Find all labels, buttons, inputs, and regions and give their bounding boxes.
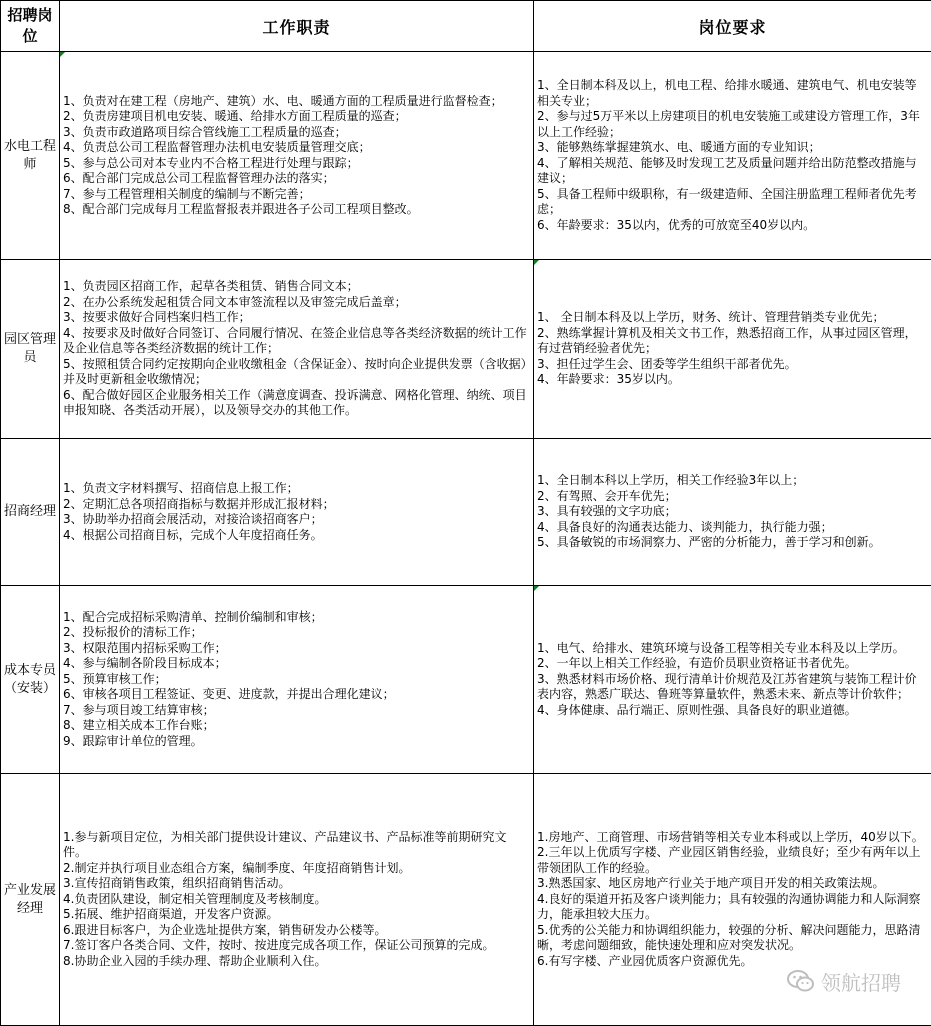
list-item: 3、熟悉材料市场价格、现行清单计价规范及江苏省建筑与装饰工程计价表内容，熟悉广联达、鲁班等算量软件，熟悉未来、新点等计价软件； bbox=[537, 671, 917, 702]
table-row bbox=[1, 439, 931, 586]
requirements-cell bbox=[534, 260, 931, 439]
list-item: 4、负责总公司工程监督管理办法机电安装质量管理交底； bbox=[63, 140, 371, 154]
wechat-icon bbox=[787, 969, 815, 993]
list-item: 6、配合做好园区企业服务相关工作（满意度调查、投诉满意、网格化管理、纳统、项目申报知晓、各类活动开展），以及领导交办的其他工作。 bbox=[63, 387, 527, 418]
list-item: 2.三年以上优质写字楼、产业园区销售经验，业绩良好；至少有两年以上带领团队工作的经验。 bbox=[537, 845, 921, 875]
list-item: 8、配合部门完成每月工程监督报表并跟进各子公司工程项目整改。 bbox=[63, 202, 419, 216]
list-item: 5、按照租赁合同约定按期向企业收缴租金（含保证金）、按时向企业提供发票（含收据）并及时更新租金收缴情况； bbox=[63, 356, 527, 387]
position-cell: 水电工程师 bbox=[1, 52, 60, 260]
list-item: 4、参与编制各阶段目标成本； bbox=[63, 656, 227, 671]
list-item: 3、按要求做好合同档案归档工作； bbox=[63, 310, 251, 325]
list-item: 2、投标报价的清标工作； bbox=[63, 625, 203, 640]
list-item: 6.跟进目标客户，为企业选址提供方案，销售研发办公楼等。 bbox=[63, 922, 387, 937]
list-item: 3、协助举办招商会展活动，对接洽谈招商客户； bbox=[63, 512, 323, 526]
list-item: 4、年龄要求：35岁以内。 bbox=[537, 372, 680, 387]
list-item: 2、有驾照、会开车优先； bbox=[537, 488, 677, 503]
cell-marker bbox=[534, 586, 539, 591]
list-item: 3、具有较强的文字功底； bbox=[537, 504, 677, 519]
list-item: 1.参与新项目定位，为相关部门提供设计建议、产品建议书、产品标准等前期研究文件。 bbox=[63, 829, 507, 860]
list-item: 4.负责团队建设，制定相关管理制度及考核制度。 bbox=[63, 891, 327, 906]
list-item: 3.熟悉国家、地区房地产行业关于地产项目开发的相关政策法规。 bbox=[537, 876, 885, 891]
table-row bbox=[1, 586, 931, 774]
list-item: 3.宣传招商销售政策，组织招商销售活动。 bbox=[63, 876, 291, 891]
duties-cell bbox=[60, 52, 534, 260]
list-item: 1、负责文字材料撰写、招商信息上报工作； bbox=[63, 481, 299, 495]
list-item: 7、参与工程管理相关制度的编制与不断完善； bbox=[63, 186, 311, 201]
list-item: 6.有写字楼、产业园优质客户资源优先。 bbox=[537, 953, 753, 968]
list-item: 5、参与总公司对本专业内不合格工程进行处理与跟踪； bbox=[63, 155, 359, 170]
list-item: 1、全日制本科以上学历，相关工作经验3年以上； bbox=[537, 473, 805, 488]
list-item: 1、配合完成招标采购清单、控制价编制和审核； bbox=[63, 609, 323, 624]
list-item: 3、担任过学生会、团委等学生组织干部者优先。 bbox=[537, 356, 797, 371]
list-item: 4、根据公司招商目标，完成个人年度招商任务。 bbox=[63, 527, 323, 542]
header-row bbox=[1, 1, 931, 52]
list-item: 2、一年以上相关工作经验，有造价员职业资格证书者优先。 bbox=[537, 656, 857, 671]
list-item: 2、熟练掌握计算机及相关文书工作，熟悉招商工作，从事过园区管理，有过营销经验者优先； bbox=[537, 325, 917, 356]
list-item: 1.房地产、工商管理、市场营销等相关专业本科或以上学历，40岁以下。 bbox=[537, 829, 924, 844]
duties-cell bbox=[60, 774, 534, 1026]
list-item: 5、具备敏锐的市场洞察力、严密的分析能力，善于学习和创新。 bbox=[537, 535, 881, 550]
list-item: 6、审核各项目工程签证、变更、进度款，并提出合理化建议； bbox=[63, 687, 395, 702]
list-item: 8.协助企业入园的手续办理、帮助企业顺利入住。 bbox=[63, 953, 327, 968]
list-item: 3、负责市政道路项目综合管线施工工程质量的巡查； bbox=[63, 124, 347, 139]
list-item: 4、身体健康、品行端正、原则性强、具备良好的职业道德。 bbox=[537, 702, 857, 717]
list-item: 1、 全日制本科及以上学历，财务、统计、管理营销类专业优先； bbox=[537, 310, 885, 325]
list-item: 4、具备良好的沟通表达能力、谈判能力，执行能力强； bbox=[537, 519, 833, 534]
list-item: 5、具备工程师中级职称，有一级建造师、全国注册监理工程师者优先考虑； bbox=[537, 186, 917, 216]
list-item: 5、预算审核工作； bbox=[63, 671, 167, 686]
header-requirements: 岗位要求 bbox=[534, 1, 931, 52]
list-item: 1、电气、给排水、建筑环境与设备工程等相关专业本科及以上学历。 bbox=[537, 640, 905, 655]
position-cell: 园区管理员 bbox=[1, 260, 60, 439]
watermark bbox=[787, 966, 901, 996]
list-item: 4、了解相关规范、能够及时发现工艺及质量问题并给出防范整改措施与建议； bbox=[537, 155, 917, 185]
cell-marker bbox=[534, 260, 539, 265]
list-item: 2、参与过5万平米以上房建项目的机电安装施工或建设方管理工作，3年以上工作经验； bbox=[537, 109, 920, 139]
cell-marker bbox=[60, 52, 65, 57]
duties-cell bbox=[60, 586, 534, 774]
list-item: 7.签订客户各类合同、文件，按时、按进度完成各项工作，保证公司预算的完成。 bbox=[63, 938, 495, 953]
position-cell: 招商经理 bbox=[1, 439, 60, 586]
list-item: 1、负责对在建工程（房地产、建筑）水、电、暖通方面的工程质量进行监督检查； bbox=[63, 93, 503, 108]
list-item: 4、按要求及时做好合同签订、合同履行情况、在签企业信息等各类经济数据的统计工作及企业信息等各类经济数据的统计工作； bbox=[63, 325, 527, 356]
duties-cell bbox=[60, 260, 534, 439]
position-cell: 成本专员（安装） bbox=[1, 586, 60, 774]
duties-cell bbox=[60, 439, 534, 586]
list-item: 1、全日制本科及以上，机电工程、给排水暖通、建筑电气、机电安装等相关专业； bbox=[537, 78, 917, 108]
list-item: 2、在办公系统发起租赁合同文本审签流程以及审签完成后盖章； bbox=[63, 294, 407, 309]
header-duties: 工作职责 bbox=[60, 1, 534, 52]
list-item: 1、负责园区招商工作，起草各类租赁、销售合同文本； bbox=[63, 279, 359, 294]
table-row bbox=[1, 52, 931, 260]
list-item: 5.优秀的公关能力和协调组织能力，较强的分析、解决问题能力，思路清晰，考虑问题细致，能快速处理和应对突发状况。 bbox=[537, 922, 921, 953]
list-item: 9、跟踪审计单位的管理。 bbox=[63, 733, 203, 748]
requirements-cell bbox=[534, 52, 931, 260]
list-item: 4.良好的渠道开拓及客户谈判能力；具有较强的沟通协调能力和人际洞察力，能承担较大压力。 bbox=[537, 891, 921, 922]
header-position: 招聘岗位 bbox=[1, 1, 60, 52]
table-row bbox=[1, 260, 931, 439]
requirements-cell bbox=[534, 586, 931, 774]
list-item: 3、能够熟练掌握建筑水、电、暖通方面的专业知识； bbox=[537, 140, 821, 154]
list-item: 2、定期汇总各项招商指标与数据并形成汇报材料； bbox=[63, 496, 335, 511]
list-item: 7、参与项目竣工结算审核； bbox=[63, 702, 215, 717]
list-item: 2、负责房建项目机电安装、暖通、给排水方面工程质量的巡查； bbox=[63, 109, 407, 123]
list-item: 6、年龄要求：35以内，优秀的可放宽至40岁以内。 bbox=[537, 217, 816, 232]
list-item: 3、权限范围内招标采购工作； bbox=[63, 640, 227, 655]
list-item: 5.拓展、维护招商渠道，开发客户资源。 bbox=[63, 907, 279, 922]
list-item: 6、配合部门完成总公司工程监督管理办法的落实； bbox=[63, 171, 335, 185]
list-item: 8、建立相关成本工作台账； bbox=[63, 718, 215, 733]
watermark-text: 领航招聘 bbox=[821, 970, 901, 995]
requirements-cell bbox=[534, 439, 931, 586]
position-cell: 产业发展经理 bbox=[1, 774, 60, 1026]
list-item: 2.制定并执行项目业态组合方案，编制季度、年度招商销售计划。 bbox=[63, 860, 411, 875]
